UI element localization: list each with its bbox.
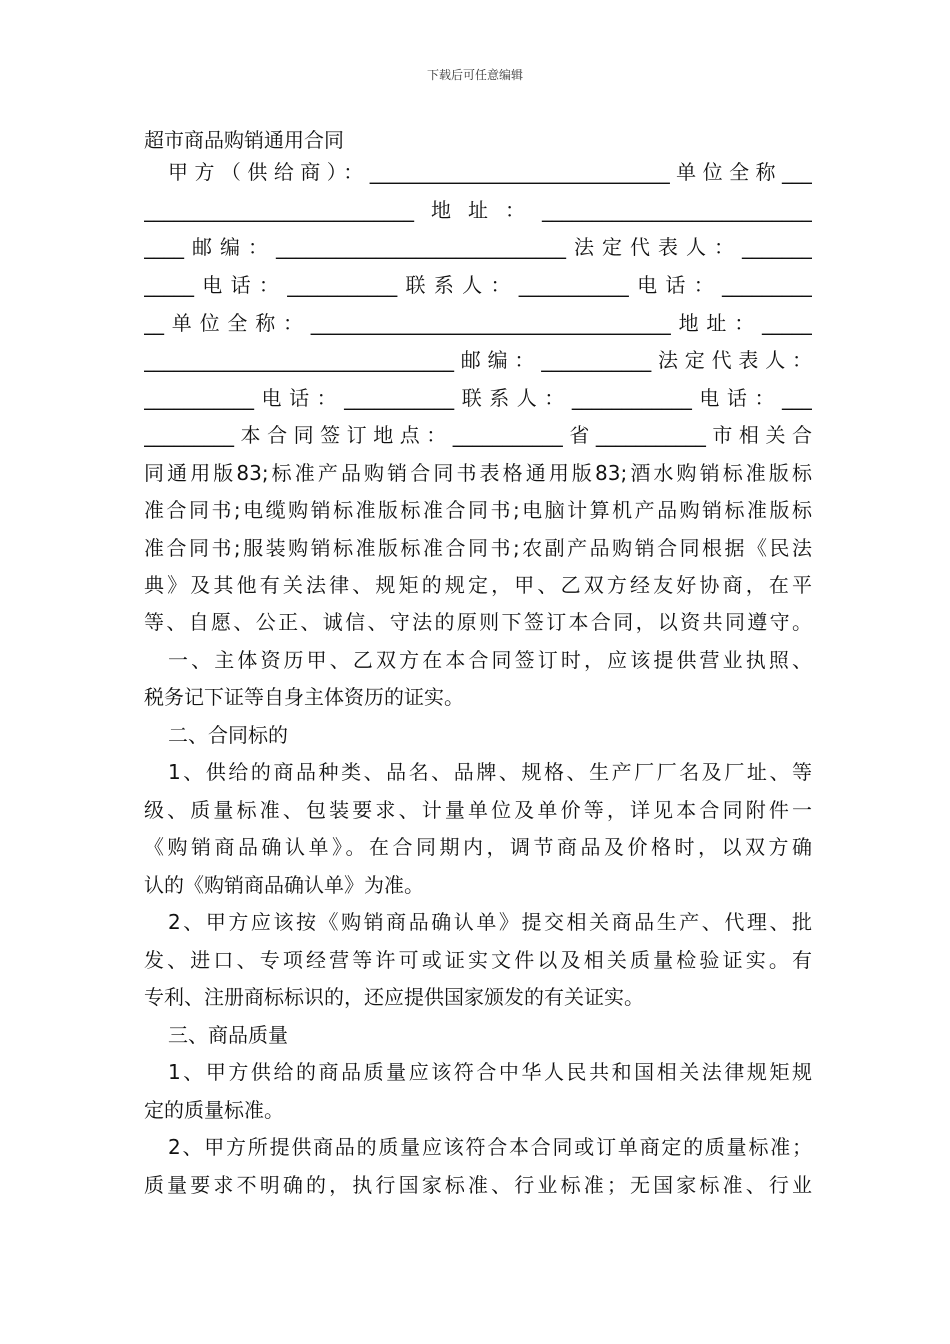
text-line: 税务记下证等自身主体资历的证实。: [144, 685, 464, 709]
text-line: ____邮编：_____________________________法定代表人：_______: [144, 235, 812, 259]
text-line: ___________________________地址：___________________________: [144, 198, 812, 222]
text-line: 质量要求不明确的，执行国家标准、行业标准；无国家标准、行业: [144, 1173, 812, 1197]
text-line: 发、进口、专项经营等许可或证实文件以及相关质量检验证实。有: [144, 948, 812, 972]
page-header: 下载后可任意编辑: [426, 68, 523, 82]
text-line: 等、自愿、公正、诚信、守法的原则下签订本合同，以资共同遵守。: [144, 610, 812, 634]
text-line: 典》及其他有关法律、规矩的规定，甲、乙双方经友好协商，在平: [144, 573, 812, 597]
text-line: _________本合同签订地点：___________省___________市相关合: [144, 423, 812, 447]
section-heading: 二、合同标的: [168, 723, 288, 747]
text-line: ___________电话：___________联系人：____________电话：___: [144, 386, 812, 410]
text-line: 同通用版83;标准产品购销合同书表格通用版83;酒水购销标准版标: [144, 461, 812, 485]
text-line: __单位全称：____________________________________地址：_____: [144, 311, 812, 335]
text-line: 1、供给的商品种类、品名、品牌、规格、生产厂厂名及厂址、等: [168, 760, 812, 784]
text-line: 定的质量标准。: [144, 1098, 284, 1122]
section-heading: 三、商品质量: [168, 1023, 288, 1047]
text-line: _____电话：___________联系人：___________电话：_________: [144, 273, 812, 297]
text-line: 甲方（供给商）：______________________________单位全称___: [168, 160, 812, 184]
text-line: 《购销商品确认单》。在合同期内，调节商品及价格时，以双方确: [144, 835, 812, 859]
text-line: 准合同书;服装购销标准版标准合同书;农副产品购销合同根据《民法: [144, 536, 812, 560]
text-line: 1、甲方供给的商品质量应该符合中华人民共和国相关法律规矩规: [168, 1060, 812, 1084]
text-line: 专利、注册商标标识的，还应提供国家颁发的有关证实。: [144, 985, 644, 1009]
text-line: 准合同书;电缆购销标准版标准合同书;电脑计算机产品购销标准版标: [144, 498, 812, 522]
text-line: 一、主体资历甲、乙双方在本合同签订时，应该提供营业执照、: [168, 648, 812, 672]
document-title: 超市商品购销通用合同: [144, 128, 344, 152]
text-line: _______________________________邮编：___________法定代表人：: [144, 348, 812, 372]
text-line: 2、甲方应该按《购销商品确认单》提交相关商品生产、代理、批: [168, 910, 812, 934]
text-line: 级、质量标准、包装要求、计量单位及单价等，详见本合同附件一: [144, 798, 812, 822]
text-line: 认的《购销商品确认单》为准。: [144, 873, 424, 897]
text-line: 2、甲方所提供商品的质量应该符合本合同或订单商定的质量标准；: [168, 1135, 812, 1159]
